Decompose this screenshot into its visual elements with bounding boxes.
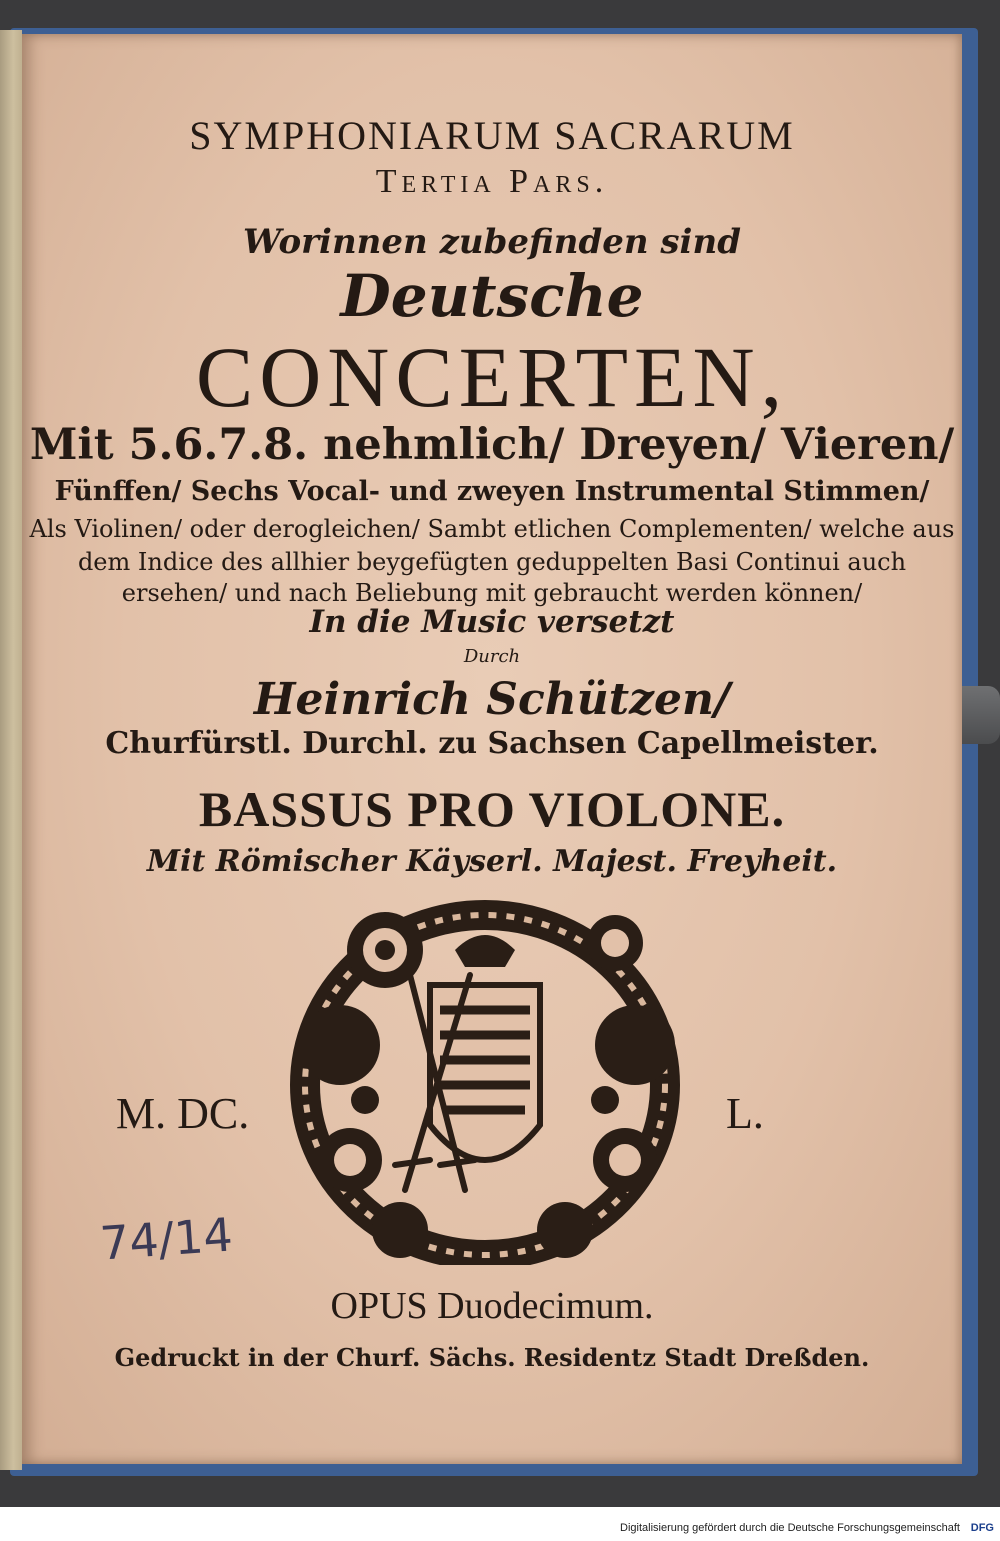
handwritten-shelfmark: 74/14 (98, 1207, 235, 1271)
subtitle-line-4: Deutsche (340, 262, 644, 330)
composer-name: Heinrich Schützen/ (253, 674, 731, 725)
opus-line: OPUS Duodecimum. (330, 1285, 654, 1327)
durch-line: Durch (463, 646, 521, 667)
description-line-2: dem Indice des allhier beygefügten geduppelten Basi Continui auch (77, 548, 907, 576)
viewer-footer (0, 1507, 1000, 1541)
subtitle-line-3: Worinnen zubefinden sind (243, 222, 741, 262)
description-line-3: ersehen/ und nach Beliebung mit gebraucht werden können/ (121, 579, 863, 607)
funding-note: Digitalisierung gefördert durch die Deutsche Forschungsgemeinschaft (620, 1522, 960, 1534)
coat-of-arms-icon (290, 895, 680, 1265)
music-set-line: In die Music versetzt (309, 604, 675, 640)
imprint-line: Gedruckt in der Churf. Sächs. Residentz Stadt Dreßden. (114, 1343, 870, 1372)
voices-line: Mit 5.6.7.8. nehmlich/ Dreyen/ Vieren/ (29, 420, 955, 470)
privilege-line: Mit Römischer Käyserl. Majest. Freyheit. (146, 844, 838, 879)
dfg-logo-icon[interactable]: DFG (970, 1522, 994, 1534)
book-page-stack (0, 30, 22, 1470)
part-name: BASSUS PRO VIOLONE. (198, 781, 786, 837)
description-line-1: Als Violinen/ oder derogleichen/ Sambt etlichen Complementen/ welche aus (29, 515, 955, 543)
instrumentation-line: Fünffen/ Sechs Vocal- und zweyen Instrumental Stimmen/ (54, 476, 930, 507)
year-right: L. (726, 1089, 764, 1138)
year-left: M. DC. (116, 1089, 250, 1138)
main-title-concerten: CONCERTEN, (195, 329, 789, 425)
title-line-2: Tertia Pars. (375, 163, 609, 200)
composer-title: Churfürstl. Durchl. zu Sachsen Capellmeister. (105, 726, 879, 761)
title-line-1: SYMPHONIARUM SACRARUM (189, 113, 795, 158)
